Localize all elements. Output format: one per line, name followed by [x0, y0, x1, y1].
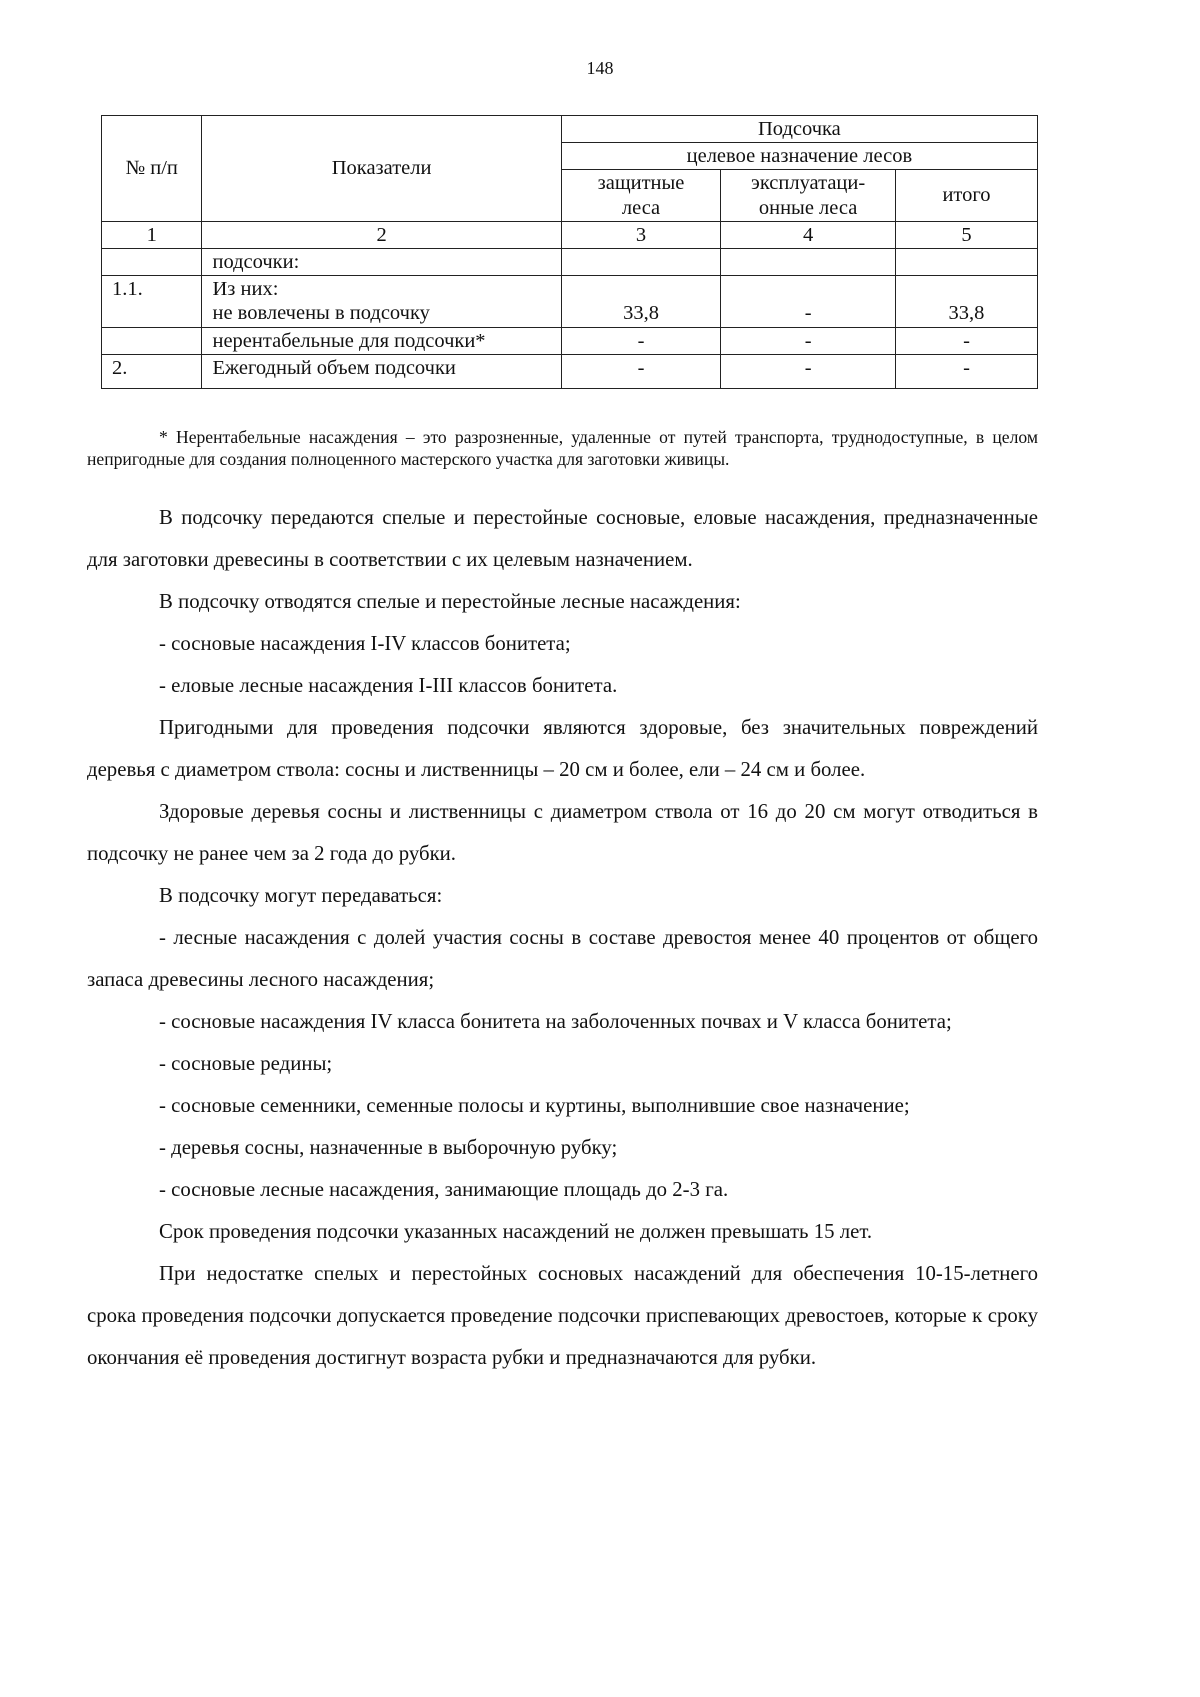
row-value: -: [561, 327, 720, 354]
table-footnote: [87, 426, 1038, 470]
header-subgroup: целевое назначение лесов: [561, 143, 1037, 170]
list-item: - сосновые насаждения I-IV классов бонитета;: [159, 632, 571, 655]
row-num: 2.: [102, 354, 202, 388]
row-value: [895, 248, 1037, 275]
body-text: [87, 497, 1038, 1379]
table-row: [102, 354, 1038, 388]
col-number: 2: [202, 221, 561, 248]
col-number: 3: [561, 221, 720, 248]
row-value: -: [895, 354, 1037, 388]
header-col4: эксплуатаци- онные леса: [721, 170, 896, 221]
paragraph: При недостатке спелых и перестойных сосновых насаждений для обеспечения 10-15-летнего срока проведения подсочки допускается проведение подсочки приспевающих древостоев, которые к сроку окончания её проведения достигнут возраста рубки и предназначаются для рубки.: [87, 1262, 1038, 1369]
table-row: [102, 248, 1038, 275]
row-num: [102, 248, 202, 275]
row-label: подсочки:: [202, 248, 561, 275]
list-item: - сосновые насаждения IV класса бонитета на заболоченных почвах и V класса бонитета;: [159, 1010, 952, 1033]
header-num: № п/п: [102, 116, 202, 222]
row-value: [561, 248, 720, 275]
header-indicators: Показатели: [202, 116, 561, 222]
header-group: Подсочка: [561, 116, 1037, 143]
row-value: -: [721, 327, 896, 354]
column-numbers-row: [102, 221, 1038, 248]
row-value: 33,8: [561, 276, 720, 327]
page-number: 148: [586, 58, 614, 78]
row-label: Ежегодный объем подсочки: [202, 354, 561, 388]
paragraph: Срок проведения подсочки указанных насаждений не должен превышать 15 лет.: [159, 1220, 873, 1243]
col-number: 5: [895, 221, 1037, 248]
table-row: [102, 276, 1038, 327]
header-col5: итого: [895, 170, 1037, 221]
row-value: [721, 248, 896, 275]
list-item: - деревья сосны, назначенные в выборочную рубку;: [159, 1136, 618, 1159]
paragraph: В подсочку передаются спелые и перестойные сосновые, еловые насаждения, предназначенные для заготовки древесины в соответствии с их целевым назначением.: [87, 506, 1038, 571]
col-number: 4: [721, 221, 896, 248]
row-value: -: [895, 327, 1037, 354]
row-label: Из них: не вовлечены в подсочку: [202, 276, 561, 327]
footnote-text: * Нерентабельные насаждения – это разрозненные, удаленные от путей транспорта, труднодоступные, в целом непригодные для создания полноценного мастерского участка для заготовки живицы.: [87, 427, 1038, 469]
indicators-table: [101, 115, 1038, 389]
row-num: [102, 327, 202, 354]
header-col3: защитные леса: [561, 170, 720, 221]
list-item: - лесные насаждения с долей участия сосны в составе древостоя менее 40 процентов от общего запаса древесины лесного насаждения;: [87, 926, 1038, 991]
col-number: 1: [102, 221, 202, 248]
list-item: - еловые лесные насаждения I-III классов бонитета.: [159, 674, 618, 697]
paragraph: В подсочку отводятся спелые и перестойные лесные насаждения:: [159, 590, 741, 613]
paragraph: В подсочку могут передаваться:: [159, 884, 443, 907]
list-item: - сосновые семенники, семенные полосы и куртины, выполнившие свое назначение;: [159, 1094, 910, 1117]
row-value: 33,8: [895, 276, 1037, 327]
row-value: -: [721, 276, 896, 327]
paragraph: Пригодными для проведения подсочки являются здоровые, без значительных повреждений деревья с диаметром ствола: сосны и лиственницы – 20 см и более, ели – 24 см и более.: [87, 716, 1038, 781]
paragraph: Здоровые деревья сосны и лиственницы с диаметром ствола от 16 до 20 см могут отводиться в подсочку не ранее чем за 2 года до рубки.: [87, 800, 1038, 865]
row-num: 1.1.: [102, 276, 202, 327]
list-item: - сосновые лесные насаждения, занимающие площадь до 2-3 га.: [159, 1178, 729, 1201]
row-label: нерентабельные для подсочки*: [202, 327, 561, 354]
row-value: -: [721, 354, 896, 388]
row-value: -: [561, 354, 720, 388]
list-item: - сосновые редины;: [159, 1052, 333, 1075]
table-row: [102, 327, 1038, 354]
